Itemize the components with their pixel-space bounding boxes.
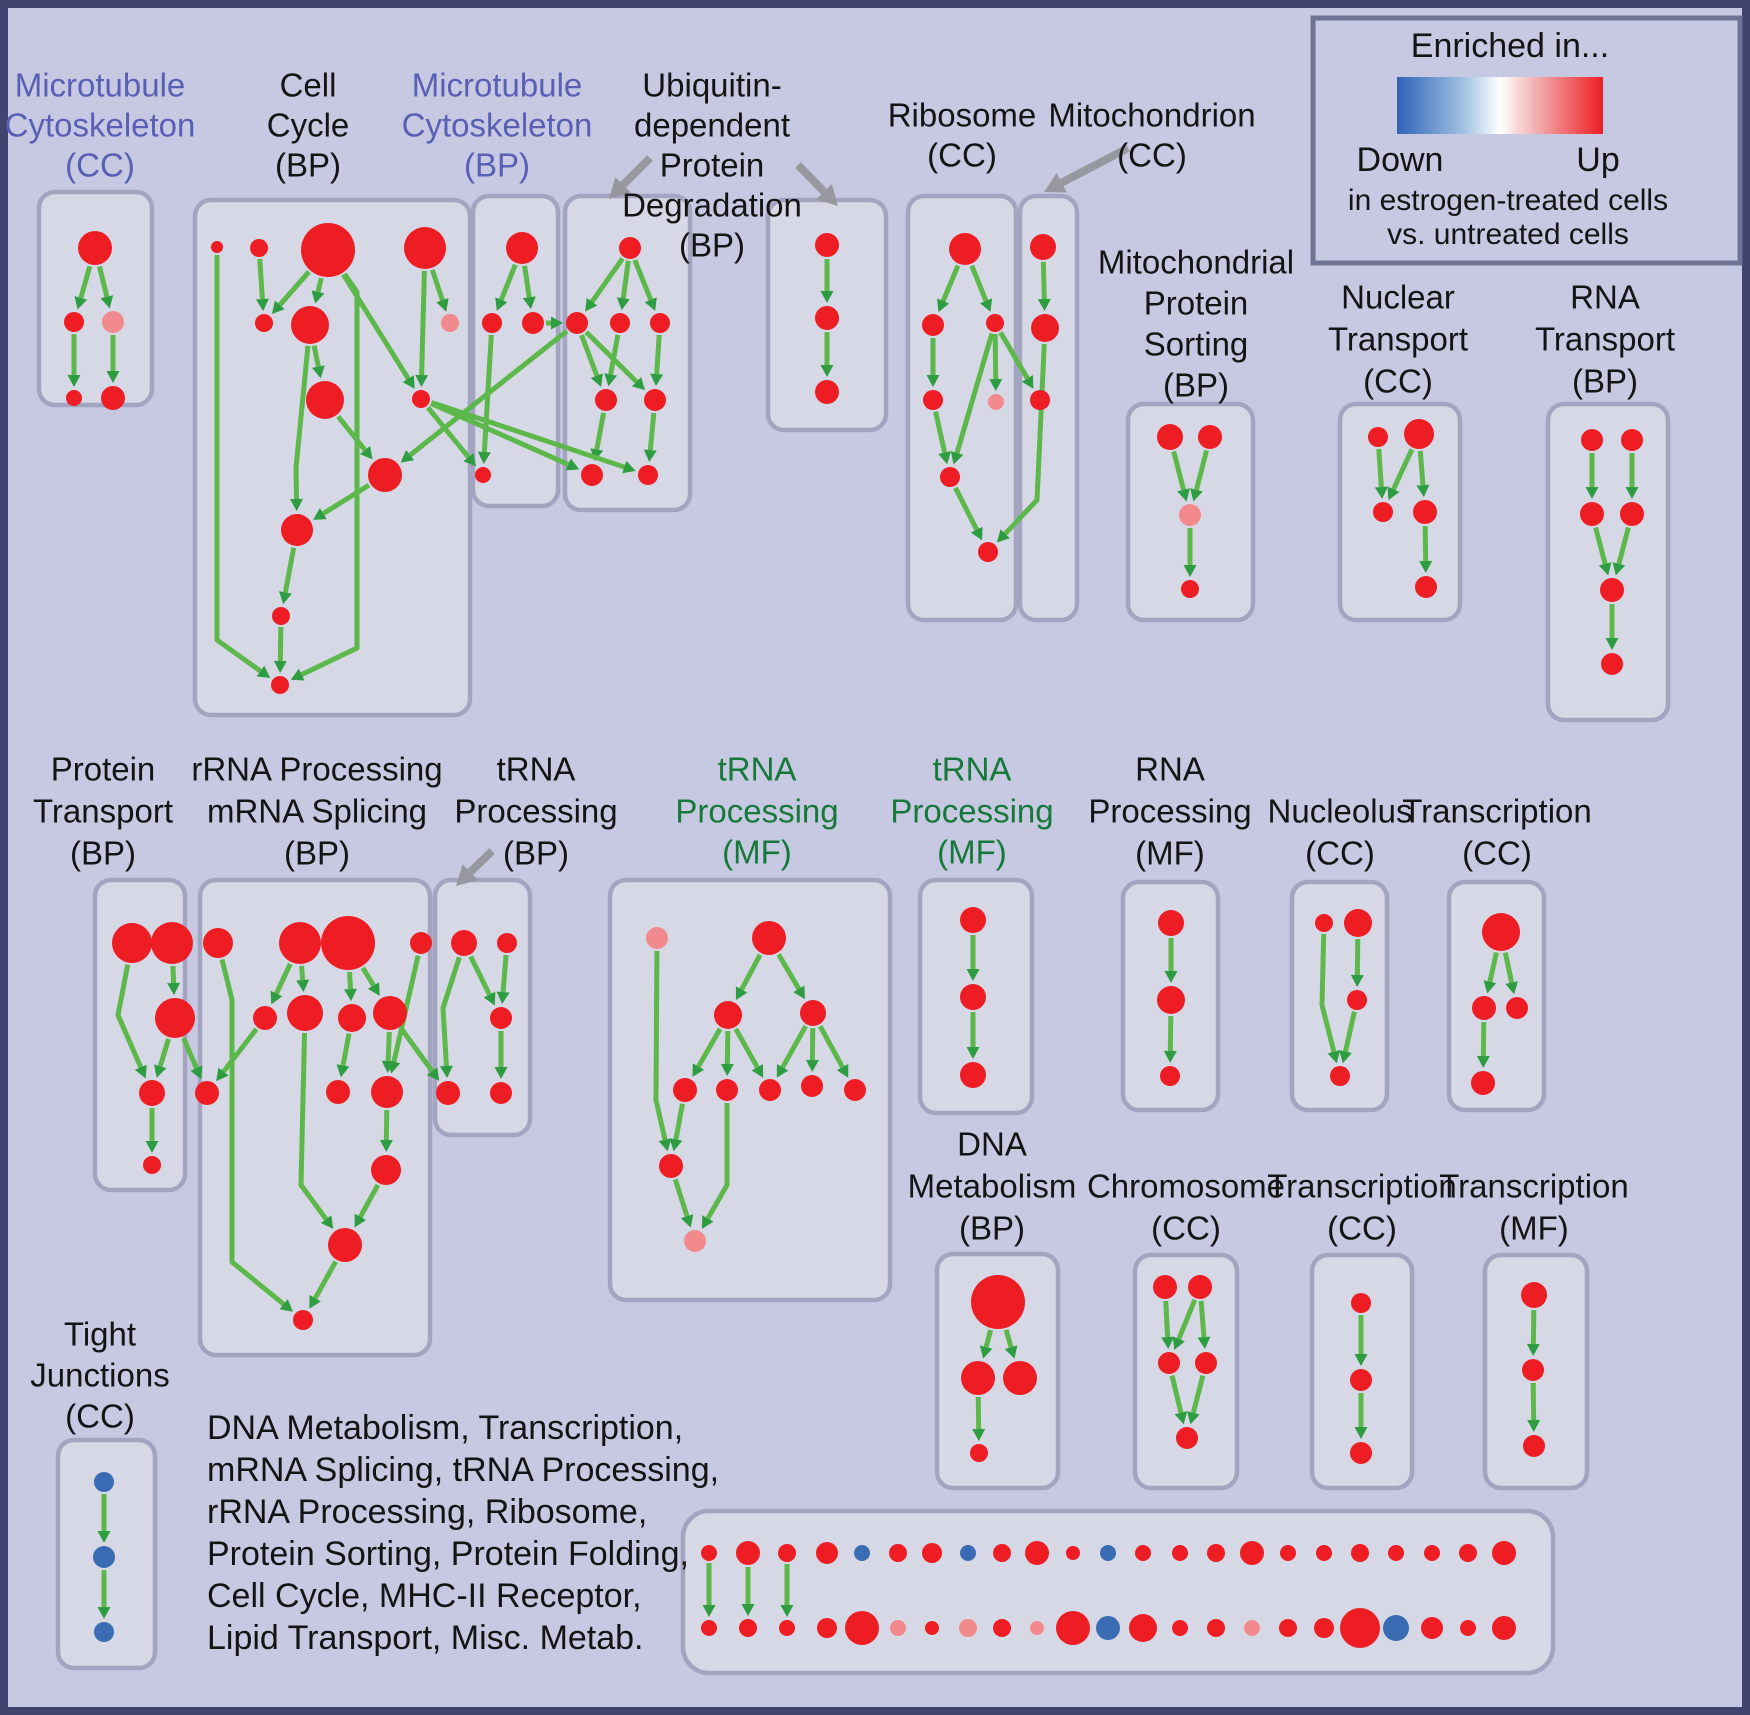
go-term-node [306, 381, 344, 419]
go-term-node [1207, 1544, 1225, 1562]
legend-title: Enriched in... [1410, 26, 1610, 65]
go-term-node [854, 1545, 870, 1561]
go-term-node [1031, 314, 1059, 342]
go-term-node [404, 227, 446, 269]
go-term-node [1030, 390, 1050, 410]
go-term-node [151, 922, 193, 964]
go-term-node [1316, 1545, 1332, 1561]
go-term-node [522, 312, 544, 334]
go-term-node [203, 928, 233, 958]
go-term-node [1368, 427, 1388, 447]
cluster-label-rr: rRNA Processing [191, 750, 443, 788]
summary-text-line: Cell Cycle, MHC-II Receptor, [207, 1576, 642, 1615]
go-term-node [1581, 429, 1603, 451]
go-term-node [1279, 1619, 1297, 1637]
go-term-node [970, 1444, 988, 1462]
go-term-node [1244, 1620, 1260, 1636]
cluster-label-mps: Mitochondrial [1097, 243, 1295, 281]
go-term-node [1157, 986, 1185, 1014]
go-term-node [752, 921, 786, 955]
go-term-node [250, 239, 268, 257]
cluster-label-tj: Tight [63, 1315, 137, 1353]
go-term-node [959, 1619, 977, 1637]
go-term-node [293, 1310, 313, 1330]
cluster-label-tm2: Processing [890, 792, 1054, 830]
go-term-node [1383, 1615, 1409, 1641]
cluster-label-mt_bp: Microtubule [411, 66, 583, 104]
go-term-node [94, 1472, 114, 1492]
legend-down-label: Down [1356, 140, 1444, 179]
cluster-label-rpm: RNA [1135, 750, 1205, 788]
summary-text-line: mRNA Splicing, tRNA Processing, [207, 1450, 720, 1489]
go-term-node [1181, 580, 1199, 598]
go-term-node [1620, 502, 1644, 526]
go-term-node [78, 231, 112, 265]
go-term-node [1351, 1544, 1369, 1562]
cluster-box-ch [1135, 1255, 1237, 1488]
go-term-node [1415, 576, 1437, 598]
go-term-node [272, 607, 290, 625]
go-term-node [93, 1546, 115, 1568]
go-term-node [1404, 419, 1434, 449]
go-term-node [253, 1006, 277, 1030]
cluster-label-tc1: (CC) [1462, 834, 1532, 872]
go-term-node [1176, 1427, 1198, 1449]
go-term-node [1351, 1293, 1371, 1313]
go-term-node [701, 1620, 717, 1636]
go-term-node [371, 1076, 403, 1108]
cluster-label-rr: (BP) [284, 834, 350, 872]
go-term-node [1347, 990, 1367, 1010]
go-term-node [1315, 914, 1333, 932]
go-term-node [1153, 1275, 1177, 1299]
cluster-label-tc1: Transcription [1402, 792, 1592, 830]
cluster-label-nt: Nuclear [1341, 278, 1455, 316]
go-term-node [844, 1079, 866, 1101]
go-term-node [371, 1155, 401, 1185]
go-term-node [1314, 1618, 1334, 1638]
cluster-label-pt: (BP) [70, 834, 136, 872]
go-term-node [986, 314, 1004, 332]
edge-arrow-shaft [173, 966, 174, 983]
go-term-node [410, 932, 432, 954]
edge-arrow-shaft [995, 334, 996, 379]
go-term-node [287, 995, 323, 1031]
go-term-node [1056, 1611, 1090, 1645]
go-term-node [610, 313, 630, 333]
go-term-node [441, 314, 459, 332]
edge-arrow-shaft [503, 955, 506, 992]
edge-arrow-shaft [650, 413, 653, 450]
cluster-label-rib: Ribosome [887, 96, 1037, 134]
summary-text-line: Protein Sorting, Protein Folding, [207, 1534, 689, 1573]
edge-arrow-shaft [318, 278, 321, 292]
go-term-node [451, 930, 477, 956]
cluster-label-tj: Junctions [30, 1356, 170, 1394]
cluster-box-nt [1340, 404, 1460, 620]
go-term-node [143, 1156, 161, 1174]
go-term-node [1179, 504, 1201, 526]
go-term-node [739, 1619, 757, 1637]
cluster-box-misc-strip [683, 1511, 1553, 1673]
go-term-node [923, 390, 943, 410]
edge-arrow-shaft [260, 259, 263, 299]
go-term-node [619, 237, 641, 259]
go-term-node [1340, 1608, 1380, 1648]
go-term-node [301, 223, 355, 277]
cluster-label-ub: dependent [634, 106, 790, 144]
go-term-node [1600, 578, 1624, 602]
edge-arrow-shaft [1379, 449, 1382, 487]
cluster-label-mps: (BP) [1163, 366, 1229, 404]
go-term-node [1158, 910, 1184, 936]
cluster-label-dm: Metabolism [907, 1167, 1077, 1205]
go-term-node [595, 389, 617, 411]
go-term-node [960, 984, 986, 1010]
go-term-node [279, 922, 321, 964]
go-term-node [815, 306, 839, 330]
go-term-node [271, 676, 289, 694]
edge-arrow-shaft [302, 966, 303, 980]
cluster-label-mps: Protein [1143, 284, 1249, 322]
go-term-node [1492, 1541, 1516, 1565]
go-term-node [940, 467, 960, 487]
go-term-node [778, 1544, 796, 1562]
go-term-node [714, 1001, 742, 1029]
go-term-node [490, 1007, 512, 1029]
go-term-node [1492, 1616, 1516, 1640]
cluster-label-nu: Nucleolus [1267, 792, 1413, 830]
go-term-node [1135, 1545, 1151, 1561]
cluster-label-ch: Chromosome [1086, 1167, 1286, 1205]
cluster-label-tb: tRNA [496, 750, 576, 788]
go-term-node [960, 907, 986, 933]
go-term-node [684, 1230, 706, 1252]
go-term-node [650, 313, 670, 333]
go-term-node [960, 1062, 986, 1088]
go-term-node [475, 467, 491, 483]
go-term-node [993, 1619, 1011, 1637]
go-term-node [960, 1545, 976, 1561]
go-term-node [1240, 1541, 1264, 1565]
go-term-node [338, 1004, 366, 1032]
go-term-node [255, 314, 273, 332]
go-term-node [1030, 1621, 1044, 1635]
legend-subtitle-line: vs. untreated cells [1387, 217, 1629, 251]
cluster-label-rt: (BP) [1572, 362, 1638, 400]
cluster-label-rr: mRNA Splicing [206, 792, 428, 830]
go-term-node [1523, 1435, 1545, 1457]
go-term-node [490, 1082, 512, 1104]
summary-text-line: DNA Metabolism, Transcription, [207, 1408, 684, 1447]
go-term-node [1157, 424, 1183, 450]
go-term-node [1172, 1545, 1188, 1561]
go-term-node [1030, 234, 1056, 260]
cluster-label-tm1: (MF) [722, 833, 792, 871]
go-term-node [291, 306, 329, 344]
go-term-node [971, 1275, 1025, 1329]
cluster-label-ub: Degradation [622, 186, 802, 224]
go-term-node [1471, 1071, 1495, 1095]
cluster-label-tc2: (CC) [1327, 1209, 1397, 1247]
go-term-node [845, 1611, 879, 1645]
edge-arrow-shaft [1166, 1301, 1168, 1337]
cluster-label-cc: Cycle [266, 106, 350, 144]
go-term-node [1506, 997, 1528, 1019]
edge-arrow-shaft [350, 972, 351, 989]
cluster-label-ch: (CC) [1151, 1209, 1221, 1247]
go-term-node [716, 1079, 738, 1101]
cluster-label-tmf: Transcription [1439, 1167, 1629, 1205]
cluster-label-dm: (BP) [959, 1209, 1025, 1247]
cluster-label-ub: Protein [659, 146, 765, 184]
cluster-box-mito [1020, 196, 1077, 620]
cluster-label-mps: Sorting [1143, 325, 1249, 363]
go-term-node [922, 314, 944, 336]
cluster-label-nu: (CC) [1305, 834, 1375, 872]
cluster-label-nt: (CC) [1363, 362, 1433, 400]
go-term-node [925, 1621, 939, 1635]
go-term-node [1421, 1617, 1443, 1639]
edge-arrow-shaft [1201, 1301, 1204, 1337]
go-term-node [1350, 1369, 1372, 1391]
cluster-label-rt: RNA [1570, 278, 1640, 316]
go-term-node [889, 1544, 907, 1562]
go-term-node [195, 1081, 219, 1105]
cluster-label-tm2: tRNA [932, 750, 1012, 788]
go-term-node [1424, 1545, 1440, 1561]
go-term-node [1522, 1359, 1544, 1381]
go-term-node [638, 465, 658, 485]
go-term-node [736, 1541, 760, 1565]
go-term-node [1172, 1620, 1188, 1636]
go-term-node [816, 1542, 838, 1564]
cluster-label-dm: DNA [957, 1125, 1027, 1163]
go-term-node [1129, 1614, 1157, 1642]
cluster-label-mt_bp: (BP) [464, 146, 530, 184]
cluster-label-mt_cc: (CC) [65, 146, 135, 184]
go-term-node [646, 927, 668, 949]
go-term-node [815, 233, 839, 257]
summary-text-line: Lipid Transport, Misc. Metab. [207, 1618, 644, 1657]
go-term-node [815, 380, 839, 404]
cluster-label-pt: Transport [33, 792, 173, 830]
cluster-label-tj: (CC) [65, 1397, 135, 1435]
go-term-node [993, 1544, 1011, 1562]
edge-arrow-shaft [388, 1032, 389, 1061]
go-term-node [1188, 1275, 1212, 1299]
go-term-node [1066, 1546, 1080, 1560]
go-term-node [211, 241, 223, 253]
cluster-label-mt_cc: Cytoskeleton [4, 106, 196, 144]
summary-text-line: rRNA Processing, Ribosome, [207, 1492, 648, 1531]
cluster-label-pt: Protein [50, 750, 156, 788]
cluster-label-rt: Transport [1535, 320, 1675, 358]
go-term-node [412, 390, 430, 408]
legend-subtitle-line: in estrogen-treated cells [1347, 183, 1669, 217]
cluster-label-rpm: (MF) [1135, 834, 1205, 872]
go-term-node [1621, 429, 1643, 451]
go-term-node [1344, 909, 1372, 937]
go-term-node [1373, 502, 1393, 522]
go-term-node [506, 232, 538, 264]
go-term-node [1521, 1282, 1547, 1308]
cluster-label-cc: (BP) [275, 146, 341, 184]
cluster-label-mt_cc: Microtubule [14, 66, 186, 104]
edge-arrow-shaft [1043, 262, 1044, 299]
go-term-node [1025, 1541, 1049, 1565]
go-term-node [890, 1620, 906, 1636]
edge-arrow-shaft [422, 271, 425, 375]
go-term-node [949, 233, 981, 265]
go-term-node [779, 1620, 795, 1636]
edge-arrow-shaft [657, 335, 660, 374]
go-term-node [155, 998, 195, 1038]
go-term-node [1601, 653, 1623, 675]
go-term-node [94, 1622, 114, 1642]
cluster-label-tmf: (MF) [1499, 1209, 1569, 1247]
go-term-node [497, 933, 517, 953]
go-term-node [759, 1079, 781, 1101]
cluster-label-ub: (BP) [679, 226, 745, 264]
go-term-node [1207, 1619, 1225, 1637]
go-term-node [321, 916, 375, 970]
go-term-node [139, 1080, 165, 1106]
edge-arrow-shaft [1420, 451, 1423, 485]
go-term-node [922, 1543, 942, 1563]
cluster-label-tb: Processing [454, 792, 618, 830]
go-term-node [436, 1081, 460, 1105]
go-term-node [673, 1078, 697, 1102]
cluster-label-nt: Transport [1328, 320, 1468, 358]
go-term-node [1100, 1545, 1116, 1561]
go-term-node [281, 514, 313, 546]
cluster-label-mito: Mitochondrion [1048, 96, 1256, 134]
cluster-label-tb: (BP) [503, 834, 569, 872]
go-term-node [101, 386, 125, 410]
cluster-label-tm1: Processing [675, 792, 839, 830]
legend-gradient-bar [1397, 77, 1603, 134]
go-term-node [659, 1154, 683, 1178]
go-term-node [112, 923, 152, 963]
go-term-node [801, 1075, 823, 1097]
go-term-node [566, 312, 588, 334]
go-term-node [581, 464, 603, 486]
go-term-node [373, 996, 407, 1030]
go-term-node [1198, 425, 1222, 449]
cluster-label-tc2: Transcription [1267, 1167, 1457, 1205]
cluster-box-mt_cc [39, 192, 152, 405]
legend-up-label: Up [1576, 140, 1620, 179]
cluster-label-rpm: Processing [1088, 792, 1252, 830]
go-term-node [800, 1000, 826, 1026]
go-term-node [1003, 1361, 1037, 1395]
go-term-node [1482, 913, 1520, 951]
go-term-node [961, 1361, 995, 1395]
go-term-node [482, 313, 502, 333]
cluster-label-mt_bp: Cytoskeleton [401, 106, 593, 144]
go-term-node [1160, 1066, 1180, 1086]
go-term-node [1195, 1352, 1217, 1374]
go-term-node [326, 1080, 350, 1104]
go-term-node [102, 311, 124, 333]
go-term-node [368, 458, 402, 492]
go-term-node [988, 394, 1004, 410]
go-term-node [1388, 1545, 1404, 1561]
go-term-node [1413, 500, 1437, 524]
go-term-node [701, 1545, 717, 1561]
cluster-label-rib: (CC) [927, 136, 997, 174]
go-term-node [644, 389, 666, 411]
go-term-node [66, 390, 82, 406]
go-term-node [1460, 1620, 1476, 1636]
go-term-node [1158, 1352, 1180, 1374]
go-term-node [328, 1228, 362, 1262]
cluster-label-mito: (CC) [1117, 136, 1187, 174]
go-term-node [1350, 1442, 1372, 1464]
go-term-node [1280, 1545, 1296, 1561]
go-term-node [1330, 1066, 1350, 1086]
go-term-node [1096, 1616, 1120, 1640]
cluster-label-tm2: (MF) [937, 833, 1007, 871]
go-term-node [64, 312, 84, 332]
go-term-node [1459, 1544, 1477, 1562]
go-term-node [978, 542, 998, 562]
go-term-node [1472, 996, 1496, 1020]
cluster-label-cc: Cell [279, 66, 337, 104]
cluster-label-tm1: tRNA [717, 750, 797, 788]
cluster-label-ub: Ubiquitin- [642, 66, 782, 104]
cluster-box-cc [195, 200, 470, 715]
go-term-node [817, 1618, 837, 1638]
go-term-node [1580, 502, 1604, 526]
